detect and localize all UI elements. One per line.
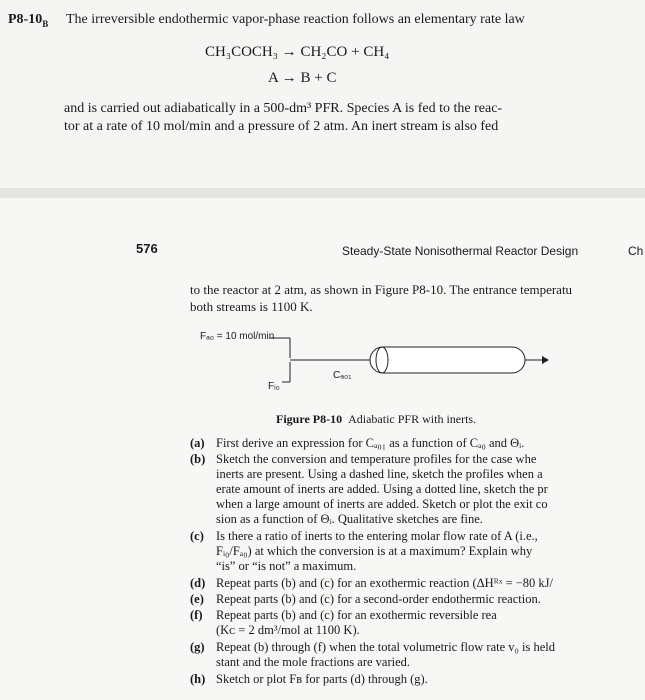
- part-text: Repeat (b) through (f) when the total volumetric flow rate v₀ is held: [216, 640, 555, 654]
- page-gap: [0, 188, 645, 198]
- exit-arrow: [542, 356, 549, 364]
- continuation-line-1: to the reactor at 2 atm, as shown in Figure P8-10. The entrance temperatu: [190, 282, 573, 297]
- part-text: “is” or “is not” a maximum.: [216, 559, 357, 573]
- problem-text-line-1: and is carried out adiabatically in a 500-dm³ PFR. Species A is fed to the reac-: [64, 101, 503, 116]
- reaction-equation: CH₃COCH₃ → CH₂CO + CH₄: [205, 44, 390, 60]
- part-text: stant and the mole fractions are varied.: [216, 655, 411, 669]
- fi0-label: Fᵢ₀: [268, 381, 280, 392]
- problem-intro: The irreversible endothermic vapor-phase reaction follows an elementary rate law: [66, 12, 525, 27]
- figure-caption-text: Adiabatic PFR with inerts.: [348, 412, 477, 426]
- part-label: (g): [190, 640, 205, 654]
- reaction-equation-symbolic: A → B + C: [268, 70, 337, 86]
- problem-text-line-2: tor at a rate of 10 mol/min and a pressure of 2 atm. An inert stream is also fed: [64, 119, 499, 134]
- part-text: erate amount of inerts are added. Using a dotted line, sketch the pr: [216, 482, 548, 496]
- part-label: (a): [190, 436, 205, 450]
- fa0-label: Fₐ₀ = 10 mol/min: [200, 331, 275, 342]
- part-text: when a large amount of inerts are added. Sketch or plot the exit co: [216, 497, 548, 511]
- top-page-panel: [0, 0, 645, 188]
- part-text: Fᵢ₀/Fₐ₀) at which the conversion is at a maximum? Explain why: [216, 544, 533, 558]
- part-label: (d): [190, 576, 206, 590]
- part-label: (e): [190, 592, 204, 606]
- page-number: 576: [136, 241, 158, 256]
- part-text: First derive an expression for Cₐ₀₁ as a function of Cₐ₀ and Θᵢ.: [216, 436, 525, 450]
- part-text: Repeat parts (b) and (c) for an exothermic reaction (ΔHᴿˣ = −80 kJ/: [216, 576, 553, 590]
- ca01-label: Cₐ₀₁: [333, 370, 352, 381]
- figure-caption: [276, 412, 476, 427]
- running-header-chapter: Ch: [628, 244, 644, 258]
- pfr-reactor: [370, 347, 525, 373]
- part-text: Sketch the conversion and temperature profiles for the case whe: [216, 452, 537, 466]
- part-label: (b): [190, 452, 206, 466]
- problem-number-subscript: B: [42, 18, 49, 29]
- part-text: inerts are present. Using a dashed line, sketch the profiles when a: [216, 467, 543, 481]
- part-label: (f): [190, 608, 203, 622]
- part-label: (h): [190, 672, 206, 686]
- part-text: Is there a ratio of inerts to the entering molar flow rate of A (i.e.,: [216, 529, 538, 543]
- bottom-page-panel: [0, 198, 645, 700]
- part-text: sion as a function of Θᵢ. Qualitative sketches are fine.: [216, 512, 483, 526]
- continuation-line-2: both streams is 1100 K.: [190, 299, 313, 314]
- part-text: (Kᴄ = 2 dm³/mol at 1100 K).: [216, 623, 360, 637]
- problem-number: [8, 12, 48, 29]
- part-text: Repeat parts (b) and (c) for an exothermic reversible rea: [216, 608, 497, 622]
- figure-caption-number: Figure P8-10: [276, 412, 343, 426]
- part-label: (c): [190, 529, 204, 543]
- part-text: Sketch or plot Fʙ for parts (d) through (g).: [216, 672, 428, 686]
- running-header: Steady-State Nonisothermal Reactor Design: [342, 244, 579, 258]
- problem-number-text: P8-10: [8, 12, 43, 27]
- part-text: Repeat parts (b) and (c) for a second-order endothermic reaction.: [216, 592, 541, 606]
